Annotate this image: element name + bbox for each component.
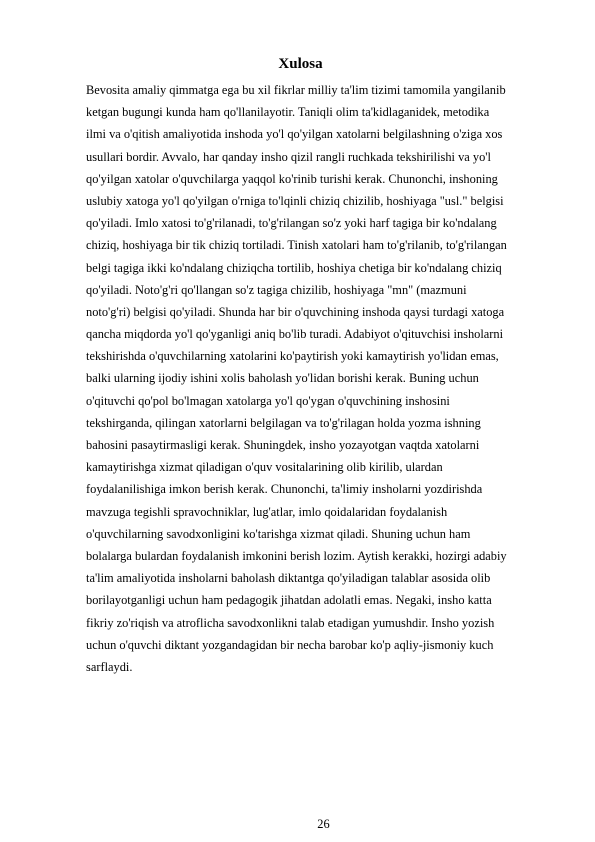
- text-line: borilayotganligi uchun ham pedagogik jihatdan adolatli emas. Negaki, insho katta: [86, 593, 492, 608]
- text-line: bahosini pasaytirmasligi kerak. Shuningdek, insho yozayotgan vaqtda xatolarni: [86, 438, 480, 452]
- text-line: balki ularning ijodiy ishini xolis baholash yo'lidan borishi kerak. Buning uchun: [86, 371, 479, 386]
- text-line: sarflaydi.: [86, 659, 133, 674]
- text-line: o'quvchilarning savodxonligini ko'tarishga xizmat qiladi. Shuning uchun ham: [86, 526, 471, 541]
- text-line: uchun o'quvchi diktant yozgandagidan bir necha barobar ko'p aqliy-jismoniy kuch: [86, 637, 494, 652]
- text-line: qo'yiladi. Noto'g'ri qo'llangan so'z tagiga chizilib, hoshiyaga "mn" (mazmuni: [86, 282, 467, 297]
- text-line: tekshirishda o'quvchilarning xatolarini ko'paytirish yoki kamaytirish yo'lidan emas,: [86, 349, 499, 364]
- text-line: ta'lim amaliyotida insholarni baholash diktantga qo'yiladigan talablar asosida olib: [86, 571, 491, 586]
- text-line: bolalarga bulardan foydalanish imkonini berish lozim. Aytish kerakki, hozirgi adabiy: [86, 548, 507, 563]
- text-line: kamaytirishga xizmat qiladigan o'quv vositalarining olib kirilib, ulardan: [86, 460, 443, 475]
- text-line: ketgan bugungi kunda ham qo'llanilayotir. Taniqli olim ta'kidlaganidek, metodika: [86, 105, 490, 120]
- text-line: mavzuga tegishli spravochniklar, lug'atlar, imlo qoidalaridan foydalanish: [86, 504, 448, 519]
- text-line: qo'yiladi. Imlo xatosi to'g'rilanadi, to'g'rilangan so'z yoki harf tagiga bir ko'ndalang: [86, 216, 497, 231]
- text-line: noto'g'ri) belgisi qo'yiladi. Shunda har bir o'quvchining inshoda qaysi turdagi xatoga: [86, 304, 505, 319]
- text-line: foydalanilishiga imkon berish kerak. Chunonchi, ta'limiy insholarni yozdirishda: [86, 482, 483, 497]
- text-line: qancha miqdorda yo'l qo'yganligi aniq bo'lib turadi. Adabiyot o'qituvchisi insholarni: [86, 327, 504, 342]
- text-line: Bevosita amaliy qimmatga ega bu xil fikrlar milliy ta'lim tizimi tamomila yangilanib: [86, 83, 506, 97]
- text-line: uslubiy xatoga yo'l qo'yilgan o'rniga to'lqinli chiziq chizilib, hoshiyaga "usl." belgisi: [86, 193, 504, 208]
- text-line: qo'yilgan xatolar o'quvchilarga yaqqol ko'rinib turishi kerak. Chunonchi, inshoning: [86, 171, 498, 186]
- text-line: fikriy zo'riqish va atroflicha savodxonlikni talab etadigan yumushdir. Insho yozish: [86, 615, 495, 630]
- page-number: 26: [317, 817, 330, 831]
- body-paragraph: [86, 79, 567, 678]
- page-title: Xulosa: [278, 56, 323, 72]
- text-line: tekshirganda, qilingan xatorlarni belgilagan va to'g'rilagan holda yozma ishning: [86, 415, 481, 430]
- text-line: ilmi va o'qitish amaliyotida inshoda yo'l qo'yilgan xatolarni belgilashning o'ziga xos: [86, 127, 503, 142]
- text-line: usullari bordir. Avvalo, har qanday insho qizil rangli ruchkada tekshirilishi va yo'l: [86, 149, 491, 164]
- text-line: belgi tagiga ikki ko'ndalang chiziqcha tortilib, hoshiya chetiga bir ko'ndalang chiziq: [86, 260, 502, 275]
- text-line: o'qituvchi qo'pol bo'lmagan xatolarga yo'l qo'ygan o'quvchining inshosini: [86, 393, 450, 408]
- text-line: chiziq, hoshiyaga bir tik chiziq tortiladi. Tinish xatolari ham to'g'rilanib, to'g'rilangan: [86, 238, 507, 253]
